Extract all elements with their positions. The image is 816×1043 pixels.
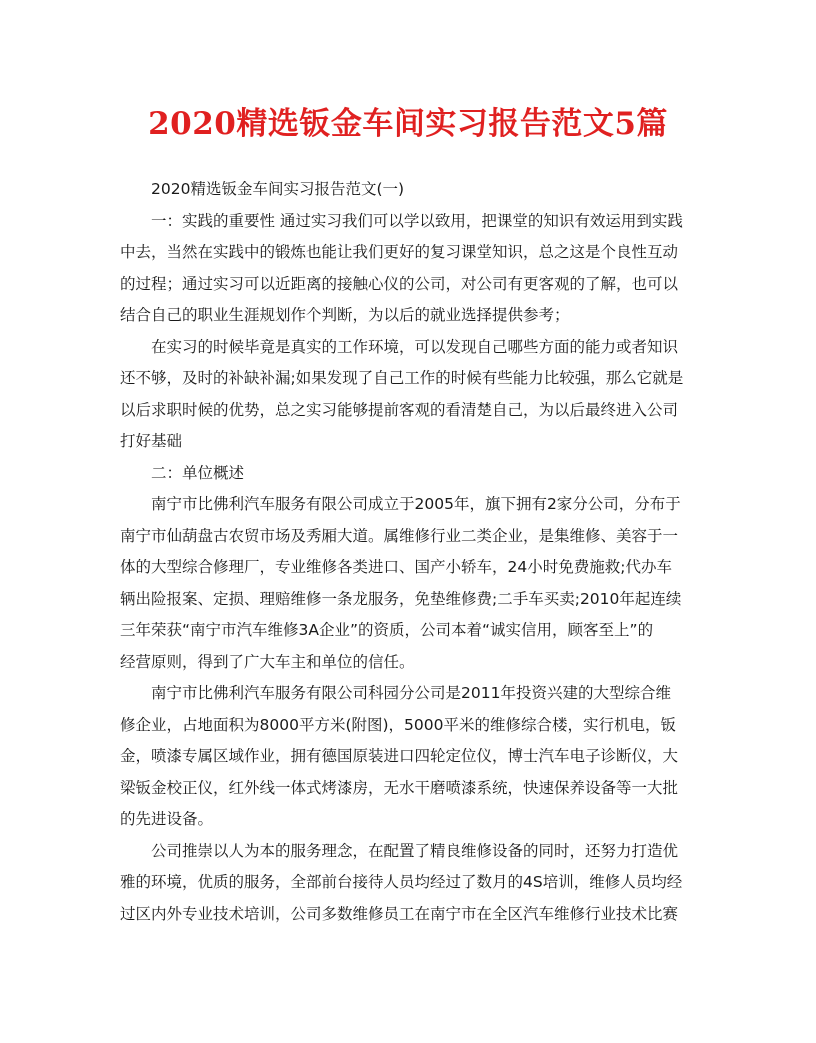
paragraph-line: 打好基础 <box>120 432 183 450</box>
paragraph-line: 梁钣金校正仪，红外线一体式烤漆房，无水干磨喷漆系统，快速保养设备等一大批 <box>120 778 679 797</box>
paragraph-line: 南宁市比佛利汽车服务有限公司科园分公司是2011年投资兴建的大型综合维 <box>151 684 671 702</box>
paragraph-line: 雅的环境，优质的服务，全部前台接待人员均经过了数月的4S培训，维修人员均经 <box>120 873 683 891</box>
paragraph-line: 修企业，占地面积为8000平方米(附图)，5000平米的维修综合楼，实行机电，钣 <box>120 715 676 734</box>
paragraph-line: 的过程；通过实习可以近距离的接触心仪的公司，对公司有更客观的了解，也可以 <box>120 274 679 293</box>
paragraph-line: 以后求职时候的优势，总之实习能够提前客观的看清楚自己，为以后最终进入公司 <box>120 400 679 419</box>
paragraph-line: 经营原则，得到了广大车主和单位的信任。 <box>120 652 415 671</box>
paragraph-line: 结合自己的职业生涯规划作个判断，为以后的就业选择提供参考； <box>120 306 570 324</box>
section-heading: 二：单位概述 <box>151 463 245 482</box>
paragraph-line: 辆出险报案、定损、理赔维修一条龙服务，免垫维修费;二手车买卖;2010年起连续 <box>120 589 682 608</box>
paragraph-line: 中去，当然在实践中的锻炼也能让我们更好的复习课堂知识，总之这是个良性互动 <box>120 243 679 261</box>
paragraph-line: 南宁市仙葫盘古农贸市场及秀厢大道。属维修行业二类企业，是集维修、美容于一 <box>120 526 679 545</box>
document-body <box>120 174 696 930</box>
document-title: 2020精选钣金车间实习报告范文5篇 <box>148 106 668 142</box>
paragraph-line: 公司推崇以人为本的服务理念，在配置了精良维修设备的同时，还努力打造优 <box>151 841 679 860</box>
paragraph-line: 在实习的时候毕竟是真实的工作环境，可以发现自己哪些方面的能力或者知识 <box>151 337 679 356</box>
paragraph-line: 一：实践的重要性 通过实习我们可以学以致用，把课堂的知识有效运用到实践 <box>151 211 683 230</box>
paragraph-line: 的先进设备。 <box>120 810 214 828</box>
paragraph-line: 金，喷漆专属区域作业，拥有德国原装进口四轮定位仪，博士汽车电子诊断仪，大 <box>120 747 679 765</box>
paragraph-line: 过区内外专业技术培训，公司多数维修员工在南宁市在全区汽车维修行业技术比赛 <box>120 904 679 923</box>
paragraph-line: 体的大型综合修理厂，专业维修各类进口、国产小轿车，24小时免费施救;代办车 <box>120 558 672 576</box>
paragraph-line: 南宁市比佛利汽车服务有限公司成立于2005年，旗下拥有2家分公司，分布于 <box>151 495 681 513</box>
section-heading: 2020精选钣金车间实习报告范文(一) <box>151 180 405 198</box>
paragraph-line: 还不够，及时的补缺补漏;如果发现了自己工作的时候有些能力比较强，那么它就是 <box>120 369 684 387</box>
paragraph-line: 三年荣获“南宁市汽车维修3A企业”的资质，公司本着“诚实信用，顾客至上”的 <box>120 621 654 639</box>
